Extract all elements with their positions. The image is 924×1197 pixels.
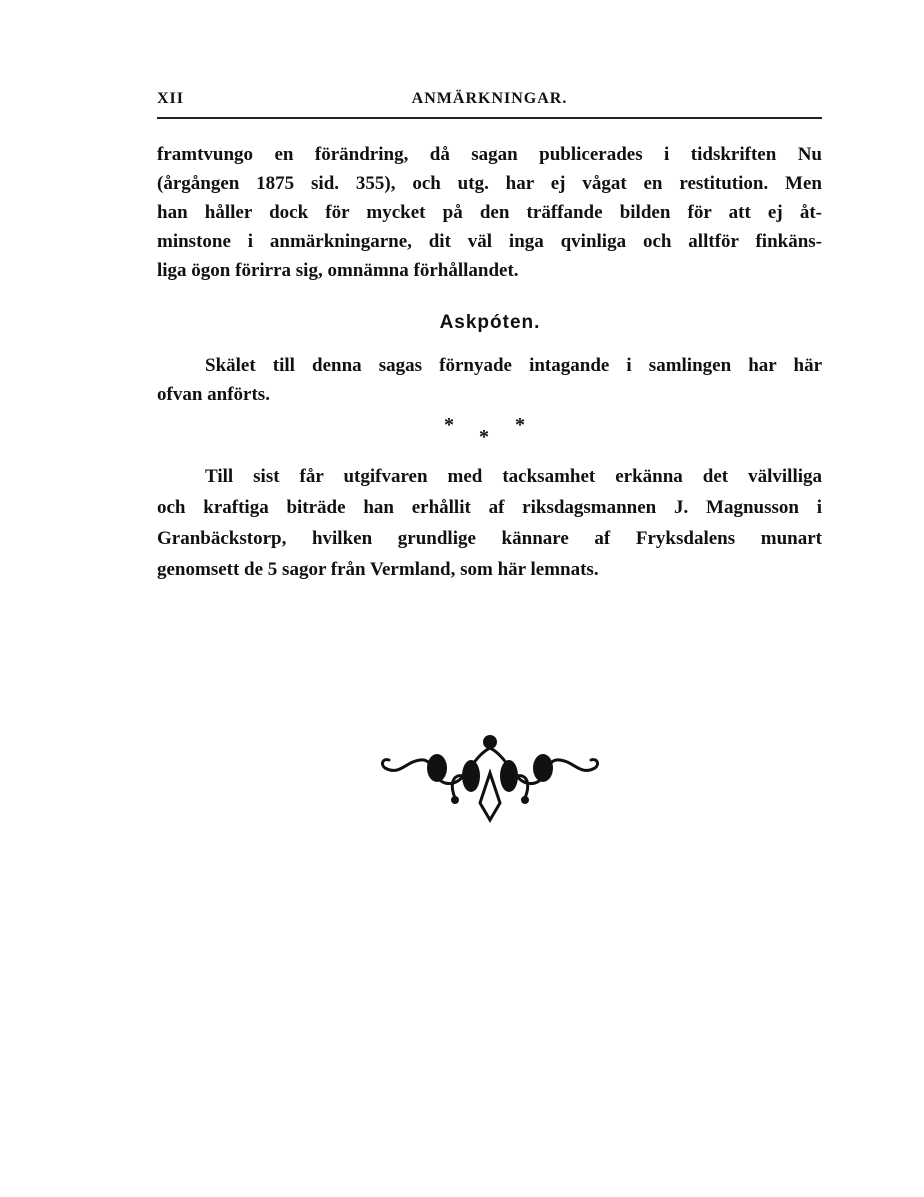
running-header xyxy=(157,90,822,114)
header-rule xyxy=(157,117,822,119)
running-title: ANMÄRKNINGAR. xyxy=(411,90,568,107)
text-line: han håller dock för mycket på den träffande bilden för att ej åt- xyxy=(157,202,822,223)
asterisk: * xyxy=(479,426,489,448)
text-line: Till sist får utgifvaren med tacksamhet erkänna det välvilliga xyxy=(205,466,822,487)
text-line: (årgången 1875 sid. 355), och utg. har ej vågat en restitution. Men xyxy=(157,173,822,194)
text-line: liga ögon förirra sig, omnämna förhållandet. xyxy=(157,260,519,281)
asterisk: * xyxy=(444,414,454,436)
text-line: framtvungo en förändring, då sagan publicerades i tidskriften Nu xyxy=(157,144,822,165)
text-line: och kraftiga biträde han erhållit af riksdagsmannen J. Magnusson i xyxy=(157,497,822,518)
asterisk: * xyxy=(515,414,525,436)
text-line: Granbäckstorp, hvilken grundlige kännare af Fryksdalens munart xyxy=(157,528,822,549)
text-line: minstone i anmärkningarne, dit väl inga qvinliga och alltför finkäns- xyxy=(157,231,822,252)
text-line: ofvan anförts. xyxy=(157,384,270,405)
text-line: genomsett de 5 sagor från Vermland, som här lemnats. xyxy=(157,559,599,580)
page-number: XII xyxy=(157,90,185,107)
section-heading: Askpóten. xyxy=(439,312,541,333)
ornament-flourish-icon xyxy=(375,728,605,828)
text-line: Skälet till denna sagas förnyade intagande i samlingen har här xyxy=(205,355,822,376)
